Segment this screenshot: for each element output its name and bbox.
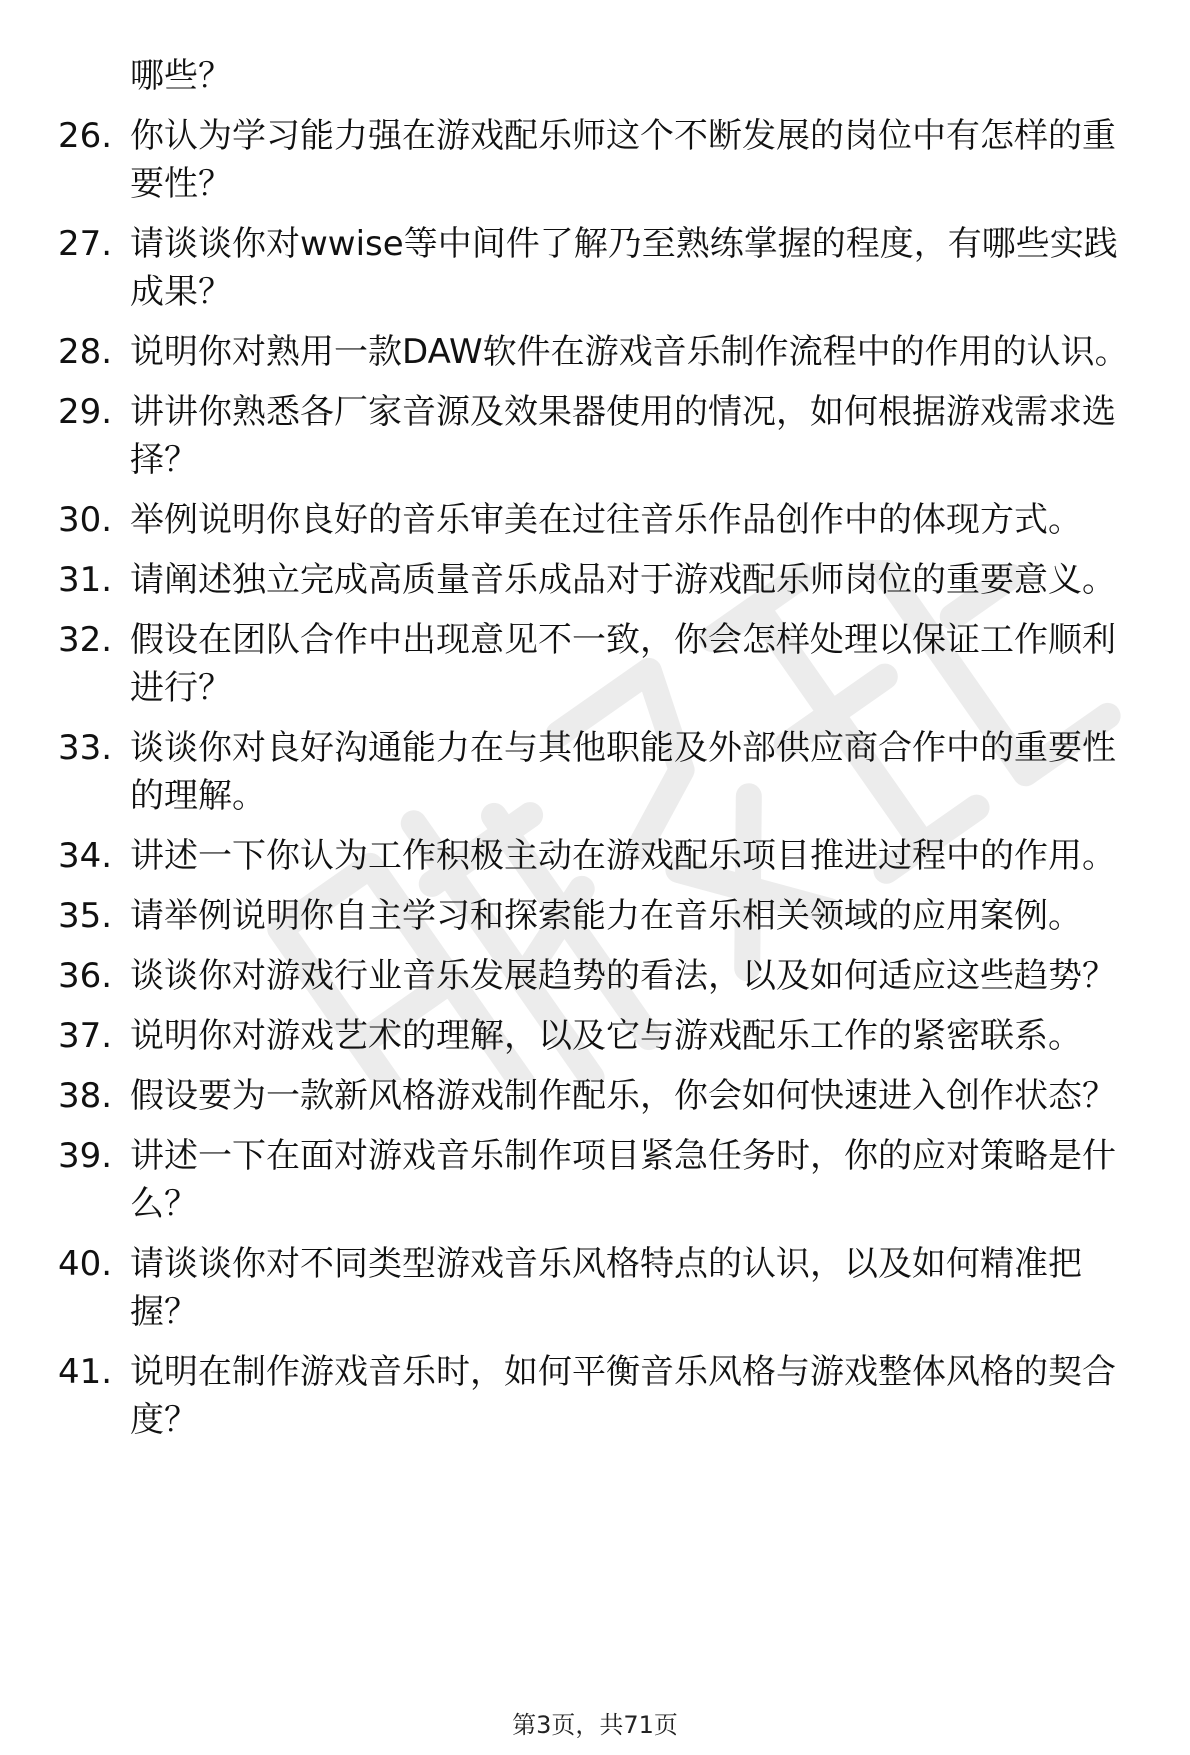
page-footer: 第3页，共71页 <box>512 1711 678 1739</box>
question-item <box>58 112 1158 208</box>
question-text: 讲讲你熟悉各厂家音源及效果器使用的情况，如何根据游戏需求选择？ <box>130 392 1116 480</box>
question-list <box>58 52 1158 1444</box>
question-number: 27. <box>58 224 113 264</box>
question-number: 26. <box>58 116 113 156</box>
question-number: 33. <box>58 728 113 768</box>
question-number: 28. <box>58 332 113 372</box>
question-item <box>58 220 1158 316</box>
question-text: 讲述一下你认为工作积极主动在游戏配乐项目推进过程中的作用。 <box>130 836 1116 876</box>
question-text: 请阐述独立完成高质量音乐成品对于游戏配乐师岗位的重要意义。 <box>130 560 1116 600</box>
question-item <box>58 1132 1158 1228</box>
question-number: 40. <box>58 1244 113 1284</box>
question-text: 假设要为一款新风格游戏制作配乐，你会如何快速进入创作状态？ <box>130 1076 1116 1116</box>
question-text: 谈谈你对良好沟通能力在与其他职能及外部供应商合作中的重要性的理解。 <box>130 728 1116 816</box>
question-text: 说明在制作游戏音乐时，如何平衡音乐风格与游戏整体风格的契合度？ <box>130 1352 1116 1440</box>
question-item <box>58 616 1158 712</box>
question-text: 请谈谈你对不同类型游戏音乐风格特点的认识，以及如何精准把握？ <box>130 1244 1082 1332</box>
question-item <box>58 892 1158 940</box>
question-item <box>58 1240 1158 1336</box>
question-text: 讲述一下在面对游戏音乐制作项目紧急任务时，你的应对策略是什么？ <box>130 1136 1116 1224</box>
question-item <box>58 724 1158 820</box>
question-number: 34. <box>58 836 113 876</box>
question-item <box>58 952 1158 1000</box>
question-number: 35. <box>58 896 113 936</box>
question-text: 说明你对熟用一款DAW软件在游戏音乐制作流程中的作用的认识。 <box>130 332 1129 372</box>
question-item <box>58 328 1158 376</box>
question-text: 假设在团队合作中出现意见不一致，你会怎样处理以保证工作顺利进行？ <box>130 620 1116 708</box>
question-number: 37. <box>58 1016 113 1056</box>
question-number: 30. <box>58 500 113 540</box>
question-number: 41. <box>58 1352 113 1392</box>
question-item <box>58 388 1158 484</box>
question-number: 31. <box>58 560 113 600</box>
question-item <box>58 1012 1158 1060</box>
question-number: 29. <box>58 392 113 432</box>
question-number: 32. <box>58 620 113 660</box>
continuation-text: 哪些？ <box>130 56 232 96</box>
question-item <box>58 496 1158 544</box>
question-text: 说明你对游戏艺术的理解，以及它与游戏配乐工作的紧密联系。 <box>130 1016 1082 1056</box>
question-item <box>58 1348 1158 1444</box>
question-number: 38. <box>58 1076 113 1116</box>
question-item <box>58 1072 1158 1120</box>
question-text: 举例说明你良好的音乐审美在过往音乐作品创作中的体现方式。 <box>130 500 1082 540</box>
question-number: 36. <box>58 956 113 996</box>
question-number: 39. <box>58 1136 113 1176</box>
question-text: 请举例说明你自主学习和探索能力在音乐相关领域的应用案例。 <box>130 896 1082 936</box>
question-text: 谈谈你对游戏行业音乐发展趋势的看法，以及如何适应这些趋势？ <box>130 956 1116 996</box>
question-text: 请谈谈你对wwise等中间件了解乃至熟练掌握的程度，有哪些实践成果？ <box>130 224 1118 312</box>
question-text: 你认为学习能力强在游戏配乐师这个不断发展的岗位中有怎样的重要性？ <box>130 116 1116 204</box>
question-item <box>58 832 1158 880</box>
question-item <box>58 556 1158 604</box>
